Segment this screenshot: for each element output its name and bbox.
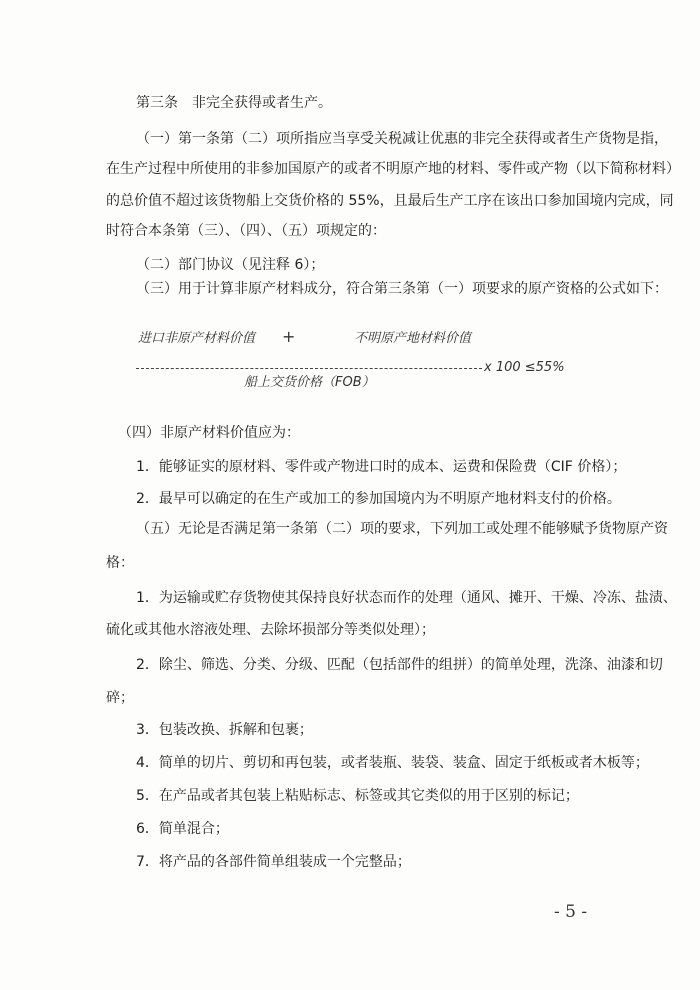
formula-plus: + [282, 327, 296, 346]
formula-multiplier: x 100 ≤55% [484, 360, 565, 375]
article-heading: 第三条 非完全获得或者生产。 [136, 95, 332, 111]
paragraph-5-line-2: 格： [106, 555, 134, 571]
paragraph-5-item-2-line-1: 2．除尘、筛选、分类、分级、匹配（包括部件的组拼）的简单处理，洗涤、油漆和切 [136, 657, 663, 673]
paragraph-1-line-2: 在生产过程中所使用的非参加国原产的或者不明原产地的材料、零件或产物（以下简称材料） [106, 161, 680, 177]
paragraph-5-item-3: 3．包装改换、拆解和包裹； [136, 722, 313, 738]
paragraph-5-item-6: 6．简单混合； [136, 821, 229, 837]
page-number: - 5 - [554, 902, 588, 922]
paragraph-5-item-1-line-2: 硫化或其他水溶液处理、去除坏损部分等类似处理）； [106, 622, 435, 638]
paragraph-5-item-5: 5．在产品或者其包装上粘贴标志、标签或其它类似的用于区别的标记； [136, 788, 579, 804]
paragraph-3: （三）用于计算非原产材料成分，符合第三条第（一）项要求的原产资格的公式如下： [136, 281, 668, 297]
paragraph-4: （四）非原产材料价值应为： [118, 425, 300, 441]
paragraph-5-item-7: 7．将产品的各部件简单组装成一个完整品； [136, 854, 411, 870]
formula-fraction-bar [136, 368, 482, 369]
paragraph-4-item-2: 2．最早可以确定的在生产或加工的参加国境内为不明原产地材料支付的价格。 [136, 491, 621, 507]
paragraph-1-line-3: 的总价值不超过该货物船上交货价格的 55%，且最后生产工序在该出口参加国境内完成，同 [106, 193, 674, 209]
formula-numerator-left: 进口非原产材料价值 [138, 331, 256, 346]
paragraph-1-line-1: （一）第一条第（二）项所指应当享受关税减让优惠的非完全获得或者生产货物是指， [136, 131, 668, 147]
formula-numerator-right: 不明原产地材料价值 [354, 331, 472, 346]
paragraph-5-line-1: （五）无论是否满足第一条第（二）项的要求，下列加工或处理不能够赋予货物原产资 [136, 521, 668, 537]
formula-denominator: 船上交货价格（FOB） [244, 375, 375, 390]
paragraph-4-item-1: 1．能够证实的原材料、零件或产物进口时的成本、运费和保险费（CIF 价格）； [136, 459, 627, 475]
paragraph-5-item-1-line-1: 1．为运输或贮存货物使其保持良好状态而作的处理（通风、摊开、干燥、冷冻、盐渍、 [136, 590, 677, 606]
paragraph-5-item-4: 4．简单的切片、剪切和再包装，或者装瓶、装袋、装盒、固定于纸板或者木板等； [136, 755, 649, 771]
paragraph-1-line-4: 时符合本条第（三）、（四）、（五）项规定的： [106, 223, 386, 239]
paragraph-5-item-2-line-2: 碎； [106, 690, 134, 706]
paragraph-2: （二）部门协议（见注释 6）； [136, 257, 325, 273]
